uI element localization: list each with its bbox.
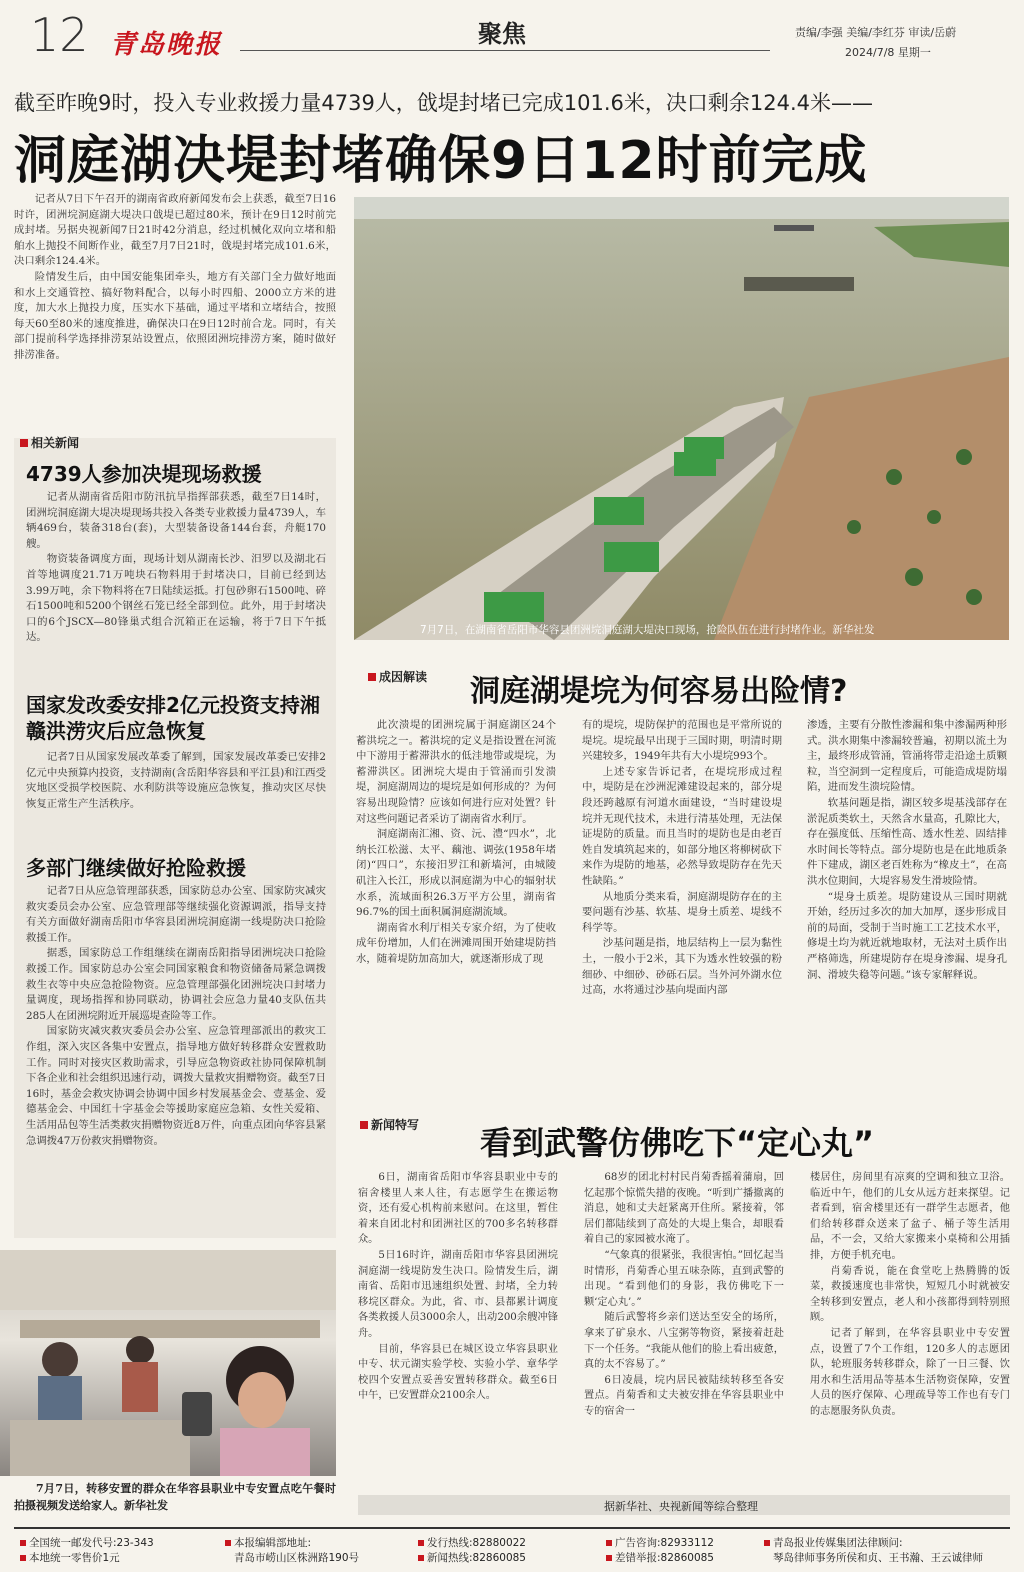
feature-paragraph: 肖菊香说，能在食堂吃上热腾腾的饭菜，救援速度也非常快，短短几小时就被安全转移到安置点，老人和小孩都得到特别照顾。 [810,1265,1010,1324]
feature-paragraph: 楼居住，房间里有凉爽的空调和独立卫浴。临近中午，他们的儿女从远方赶来探望。记者看到，宿舍楼里还有一群学生志愿者，他们给转移群众送来了盆子、桶子等生活用品，不一会，又给大家搬来小桌椅和公用插排，方便手机充电。 [810,1172,1010,1261]
related-article [26,884,326,1149]
related-paragraph: 国家防灾减灾救灾委员会办公室、应急管理部派出的救灾工作组，深入灾区各集中安置点，指导地方做好转移群众安置救助工作。同时对接灾区救助需求，引导应急物资政社协同保障机制下各企业和社会组织迅速行动，调拨大量救灾捐赠物资。截至7日16时，基金会救灾协调会协调中国乡村发展基金会、壹基金、爱德基金会、中国红十字基金会等援助家庭应急箱、女性关爱箱、生活用品包等生活类救灾捐赠物资近8万件，向重点团向华容县紧急调拨47万份救灾捐赠物资。 [26,1025,326,1147]
feature-paragraph: 6日，湖南省岳阳市华容县职业中专的宿舍楼里人来人往，有志愿学生在搬运物资，还有爱心机构前来慰问。在这里，暂住着来自团北村和团洲社区的700多名转移群众。 [358,1172,558,1246]
levee-photo-caption: 7月7日，在湖南省岳阳市华容县团洲垸洞庭湖大堤决口现场，抢险队伍在进行封堵作业。新华社发 [420,624,875,636]
feature-paragraph: 68岁的团北村村民肖菊香摇着蒲扇，回忆起那个惊慌失措的夜晚。“听到广播撤离的消息，她和丈夫赶紧离开住所。紧接着，邻居们都陆续到了高处的大堤上集合，却眼看着自己的家园被水淹了。 [584,1172,784,1246]
analysis-paragraph: 湖南省水利厅相关专家介绍，为了使收成年份增加，人们在洲滩周围开始建堤防挡水，随着堤防加高加大，就逐渐形成了现 [356,921,556,965]
editors-line: 责编/李强 美编/李红芬 审读/岳蔚 [795,26,957,39]
paper-logo: 青岛晚报 [110,30,223,60]
related-title: 多部门继续做好抢险救援 [26,856,246,880]
analysis-column [356,718,556,968]
section-name: 聚焦 [478,20,526,48]
footer-item: 青岛报业传媒集团法律顾问: 琴岛律师事务所侯和贞、王书瀚、王云诚律师 [764,1536,983,1566]
feature-paragraph: 6日凌晨，垸内居民被陆续转移至各安置点。肖菊香和丈夫被安排在华容县职业中专的宿舍一 [584,1374,784,1417]
footer-item: 发行热线:82880022 新闻热线:82860085 [418,1536,526,1566]
related-paragraph: 记者从湖南省岳阳市防汛抗旱指挥部获悉，截至7日14时，团洲垸洞庭湖大堤决堤现场共投入各类专业救援力量4739人，车辆469台，装备318台(套)，大型装备设备144台套，舟艇170艘。 [26,491,326,550]
related-title: 4739人参加决堤现场救援 [26,462,262,486]
lead-paragraph: 记者从7日下午召开的湖南省政府新闻发布会上获悉，截至7日16时许，团洲垸洞庭湖大堤决口戗堤已超过80米，预计在9日12时前完成封堵。另据央视新闻7日21时42分消息，经过机械化双向立堵和船舶水上抛投不间断作业，截至7月7日21时，戗堤封堵完成101.6米，决口剩余124.4米。 [14,193,336,268]
levee-photo-art [354,197,1009,640]
analysis-paragraph: 此次溃堤的团洲垸属于洞庭湖区24个蓄洪垸之一。蓄洪垸的定义是指设置在河流中下游用于蓄滞洪水的低洼地带或堤垸，为蓄滞洪区。团洲垸大堤由于管涌而引发溃堤，洞庭湖周边的堤垸是如何形成的？为何容易出现险情？应该如何进行应对处置？针对这些问题记者采访了湖南省水利厅。 [356,719,556,825]
analysis-paragraph: “堤身土质差。堤防建设从三国时期就开始，经历过多次的加大加厚，逐步形成目前的局面，受制于当时施工工艺技术水平，修堤土均为就近就地取材，无法对土质作出严格筛选，所建堤防存在堤身渗漏、堤身孔洞、滑坡失稳等问题。”该专家解释说。 [807,890,1007,981]
related-article [26,750,326,812]
analysis-paragraph: 软基问题是指，湖区较多堤基浅部存在淤泥质类软土，天然含水量高，孔隙比大，存在强度低、压缩性高、透水性差、固结排水时间长等特点。部分堤防也是在此地质条件下建成，湖区老百姓称为“橡皮土”，在高洪水位期间，大堤容易发生滑坡险情。 [807,796,1007,887]
source-line: 据新华社、央视新闻等综合整理 [604,1500,758,1513]
analysis-paragraph: 有的堤垸，堤防保护的范围也是平常所说的堤垸。堤垸最早出现于三国时期，明清时期兴建较多，1949年共有大小堤垸993个。 [582,719,782,763]
levee-photo [354,197,1009,640]
analysis-paragraph: 从地质分类来看，洞庭湖堤防存在的主要问题有沙基、软基、堤身土质差、堤线不科学等。 [582,890,782,934]
related-paragraph: 据悉，国家防总工作组继续在湖南岳阳指导团洲垸决口抢险救援工作。国家防总办公室会同国家粮食和物资储备局紧急调拨救生衣等中央应急抢险物资。应急管理部强化团洲垸决口封堵力量调度，现场指挥和协同联动，协调社会应急力量40支队伍共285人在团洲垸附近开展巡堤查险等工作。 [26,947,326,1022]
feature-paragraph: 记者了解到，在华容县职业中专安置点，设置了7个工作组，120多人的志愿团队，轮班服务转移群众，除了一日三餐、饮用水和生活用品等基本生活物资保障，安置人员的医疗保障、心理疏导等工作也有专门的志愿服务队负责。 [810,1327,1010,1417]
analysis-paragraph: 上述专家告诉记者，在堤垸形成过程中，堤防是在沙洲泥滩建设起来的，部分堤段还跨越原有河道水面建设，“当时建设堤垸并无现代技术，未进行清基处理，无法保证堤防的质量。而且当时的堤防也是由老百姓自发填筑起来的，如部分地区将柳树砍下来作为堤防的地基，必然导致堤防存在先天性缺陷。” [582,765,782,887]
footer-item: 本报编辑部地址: 青岛市崂山区株洲路190号 [225,1536,359,1566]
feature-paragraph: “气象真的很紧张，我很害怕。”回忆起当时情形，肖菊香心里五味杂陈，直到武警的出现。“看到他们的身影，我仿佛吃下一颗‘定心丸’。” [584,1249,784,1308]
page-number: 12 [30,8,89,62]
analysis-column [582,718,782,999]
canteen-photo-caption: 7月7日，转移安置的群众在华容县职业中专安置点吃午餐时拍摄视频发送给家人。新华社发 [14,1482,336,1512]
issue-date: 2024/7/8 星期一 [845,46,931,59]
analysis-paragraph: 洞庭湖南汇湘、资、沅、澧“四水”，北纳长江松滋、太平、藕池、调弦(1958年堵闭)“四口”，东接汨罗江和新墙河，由城陵矶注入长江，形成以洞庭湖为中心的辐射状水系，流域面积26.3万平方公里，湖南省96.7%的国土面积属洞庭湖流域。 [356,828,556,919]
related-paragraph: 记者7日从国家发展改革委了解到，国家发展改革委已安排2亿元中央预算内投资，支持湖南(含岳阳华容县和平江县)和江西受灾地区受损学校医院、水利防洪等设施应急恢复，推动灾区尽快恢复正常生产生活秩序。 [26,751,326,810]
related-paragraph: 记者7日从应急管理部获悉，国家防总办公室、国家防灾减灾救灾委员会办公室、应急管理部等继续强化资源调派，指导支持有关方面做好湖南岳阳市华容县团洲垸洞庭湖一线堤防决口抢险救援工作。 [26,885,326,944]
feature-label: 新闻特写 [360,1116,419,1133]
footer-rule [14,1527,1010,1529]
related-paragraph: 物资装备调度方面，现场计划从湖南长沙、汨罗以及湖北石首等地调度21.71万吨块石物料用于封堵决口，目前已经到达3.99万吨，余下物料将在7日陆续运抵。打包砂卵石1500吨、碎石1500吨和5200个钢丝石笼已经全部到位。此外，用于封堵决口的6个JSCX—80锋巢式组合沉箱正在运输，将于7日下午抵达。 [26,553,326,644]
headline-kicker: 截至昨晚9时，投入专业救援力量4739人，戗堤封堵已完成101.6米，决口剩余124.4米—— [14,91,874,115]
analysis-title: 洞庭湖堤垸为何容易出险情? [470,674,848,709]
feature-title: 看到武警仿佛吃下“定心丸” [480,1124,875,1162]
header-rule [240,50,770,51]
related-article [26,490,326,646]
footer-item: 广告咨询:82933112 差错举报:82860085 [606,1536,714,1566]
footer-item: 全国统一邮发代号:23-343 本地统一零售价1元 [20,1536,154,1566]
analysis-column [807,718,1007,983]
headline-title: 洞庭湖决堤封堵确保9日12时前完成 [14,131,868,191]
feature-paragraph: 5日16时许，湖南岳阳市华容县团洲垸洞庭湖一线堤防发生决口。险情发生后，湖南省、岳阳市迅速组织处置、封堵，全力转移垸区群众。为此，省、市、县都累计调度各类救援人员3000余人，出动200余艘冲锋舟。 [358,1249,558,1339]
lead-paragraph: 险情发生后，由中国安能集团牵头，地方有关部门全力做好地面和水上交通管控、搞好物料配合，以每小时四船、2000立方米的进度，加大水上抛投力度，压实水下基础，通过平堵和立堵结合，按照每天60至80米的速度推进，确保决口在9日12时前合龙。同时，有关部门提前科学选择排涝泵站设置点，依照团洲垸排涝方案，随时做好排涝准备。 [14,270,336,361]
feature-column [810,1170,1010,1420]
feature-paragraph: 目前，华容县已在城区设立华容县职业中专、状元湖实验学校、实验小学、章华学校四个安置点妥善安置转移群众。截至6日中午，已安置群众2100余人。 [358,1343,558,1402]
canteen-photo-art [0,1250,336,1476]
feature-column [584,1170,784,1420]
feature-paragraph: 随后武警将乡亲们送达至安全的场所，拿来了矿泉水、八宝粥等物资，紧接着赶赴下一个任务。“我能从他们的脸上看出疲惫，真的太不容易了。” [584,1312,784,1371]
analysis-paragraph: 沙基问题是指，地层结构上一层为黏性土，一般小于2米，其下为透水性较强的粉细砂、中细砂、砂砾石层。当外河外湖水位过高，水将通过沙基向堤面内部 [582,937,782,997]
related-title: 国家发改委安排2亿元投资支持湘赣洪涝灾后应急恢复 [26,693,320,743]
canteen-photo [0,1250,336,1476]
feature-column [358,1170,558,1404]
lead-article [14,192,336,364]
related-news-label: 相关新闻 [20,434,79,451]
analysis-paragraph: 渗透，主要有分散性渗漏和集中渗漏两种形式。洪水期集中渗漏较普遍，初期以流土为主，最终形成管涌，管涌将带走沿途土质颗粒，当空洞到一定程度后，可能造成堤防塌陷，进而发生溃垸险情。 [807,719,1007,794]
analysis-label: 成因解读 [368,668,427,685]
